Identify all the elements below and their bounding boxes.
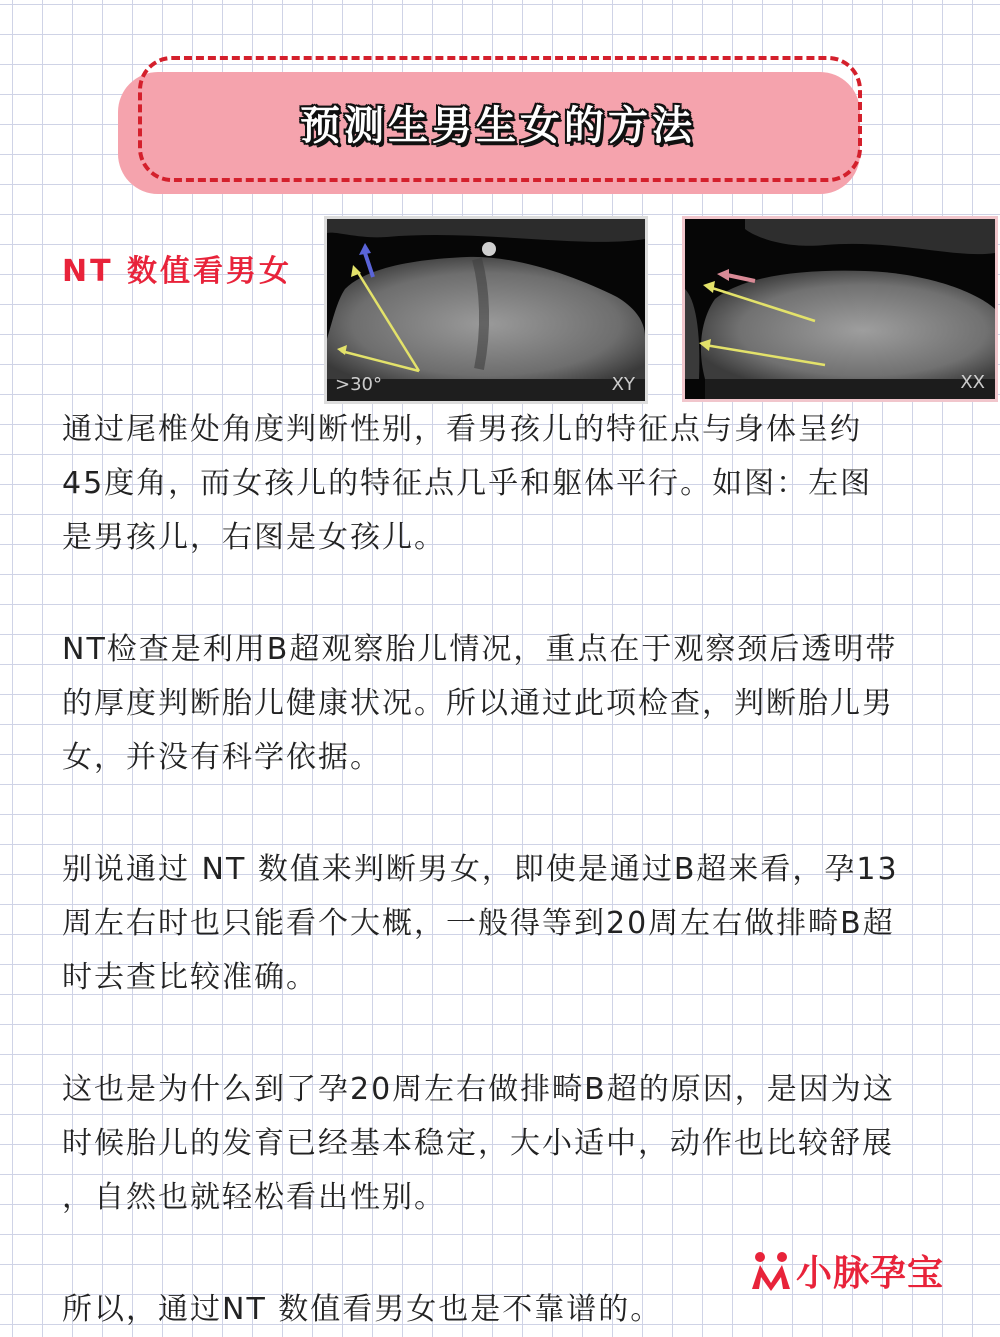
paragraph-line: NT检查是利用B超观察胎儿情况，重点在于观察颈后透明带 — [62, 632, 898, 667]
paragraph-line: 时候胎儿的发育已经基本稳定，大小适中，动作也比较舒展 — [62, 1126, 894, 1161]
paragraph-line: 别说通过 NT 数值来判断男女，即使是通过B超来看，孕13 — [62, 852, 899, 887]
xx-label: XX — [960, 372, 985, 393]
paragraph-line: 女，并没有科学依据。 — [62, 740, 382, 775]
paragraph-line: 是男孩儿，右图是女孩儿。 — [62, 520, 446, 555]
brand-logo — [748, 1242, 944, 1298]
paragraph-line: 这也是为什么到了孕20周左右做排畸B超的原因，是因为这 — [62, 1072, 895, 1107]
angle-label: >30° — [335, 374, 382, 395]
paragraph-timing — [62, 843, 942, 1005]
ultrasound-image-male — [324, 216, 648, 404]
section-heading: NT 数值看男女 — [62, 254, 293, 289]
ultrasound-female-drawing — [685, 219, 995, 399]
paragraph-tailbone-angle — [62, 403, 942, 565]
paragraph-line: 通过尾椎处角度判断性别，看男孩儿的特征点与身体呈约 — [62, 412, 862, 447]
paragraph-line: 时去查比较准确。 — [62, 960, 318, 995]
brand-name: 小脉孕宝 — [796, 1252, 945, 1294]
paragraph-line: ，自然也就轻松看出性别。 — [62, 1180, 446, 1215]
paragraph-line: 周左右时也只能看个大概，一般得等到20周左右做排畸B超 — [62, 906, 895, 941]
paragraph-line: 45度角，而女孩儿的特征点几乎和躯体平行。如图：左图 — [62, 466, 873, 501]
paragraph-line: 所以，通过NT 数值看男女也是不靠谱的。 — [62, 1292, 663, 1327]
xy-label: XY — [611, 374, 635, 395]
people-logo-icon — [748, 1247, 794, 1293]
title-banner — [118, 56, 878, 196]
ultrasound-image-female — [682, 216, 998, 402]
paragraph-line: 的厚度判断胎儿健康状况。所以通过此项检查，判断胎儿男 — [62, 686, 894, 721]
paragraph-20-weeks — [62, 1063, 942, 1225]
page-title: 预测生男生女的方法 — [300, 103, 696, 149]
paragraph-nt-purpose — [62, 623, 942, 785]
